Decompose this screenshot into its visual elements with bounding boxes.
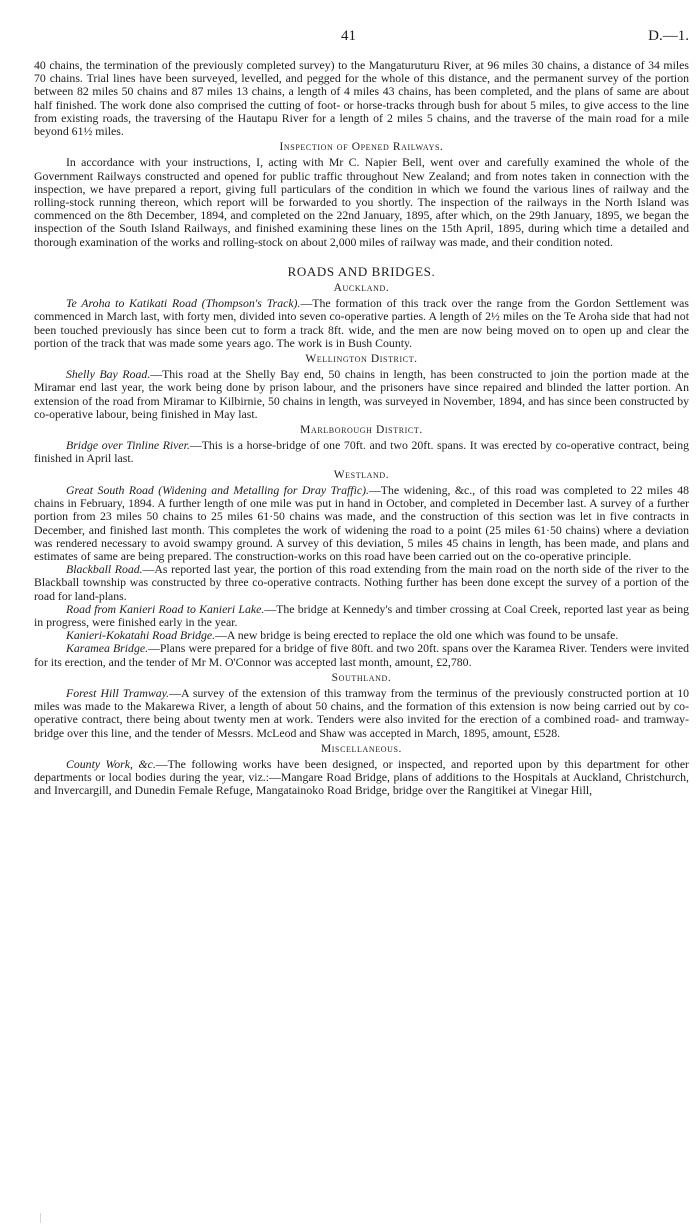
westland-paragraph-3 [34,603,689,629]
westland-title-5: Karamea Bridge. [66,641,149,656]
miscellaneous-text: —The following works have been designed, or inspected, and reported upon by this department for other departments or local bodies during the year, viz.:—Mangare Road Bridge, plans of additions to the Hospitals at Auckland, Christchurch, and Invercargill, and Dunedin Female Refuge, Mangatainoko Road Bridge, bridge over the Rangitikei at Vinegar Hill, [34,756,689,798]
page-body [34,59,689,798]
wellington-text: —This road at the Shelly Bay end, 50 chains in length, has been constructed to join the portion made at the Miramar end last year, the work being done by prison labour, and the prisoners have since repaired and blinded the latter portion. An extension of the road from Miramar to Kilbirnie, 50 chains in length, was surveyed in November, 1894, and has since been constructed by co-operative labour, being finished in May last. [34,367,689,421]
westland-title-2: Blackball Road. [66,562,143,577]
westland-paragraph-5 [34,642,689,668]
westland-paragraph-2 [34,563,689,603]
miscellaneous-title: County Work, &c. [66,756,156,771]
westland-text-5: —Plans were prepared for a bridge of five 80ft. and two 20ft. spans over the Karamea River. Tenders were invited for its erection, and the tender of Mr M. O'Connor was accepted last month, amount, £2,780. [34,641,689,669]
auckland-title: Te Aroha to Katikati Road (Thompson's Track). [66,296,301,311]
document-page [34,30,689,798]
wellington-title: Shelly Bay Road. [66,367,151,382]
westland-text-4: —A new bridge is being erected to replace the old one which was found to be unsafe. [215,628,619,643]
westland-paragraph-1 [34,484,689,563]
southland-title: Forest Hill Tramway. [66,685,170,700]
page-number: 41 [341,28,356,44]
southland-paragraph [34,687,689,740]
auckland-paragraph [34,297,689,350]
westland-text-1: —The widening, &c., of this road was completed to 22 miles 48 chains in February, 1894. A further length of one mile was put in hand in October, and completed in December last. A survey of a further portion from 23 miles 50 chains to 25 miles 61·50 chains was made, and the construction of this section was let in five contracts in December, and finished last month. This completes the work of widening the road to a point (25 miles 61·50 chains) where a deviation was rendered necessary to avoid swampy ground. A survey of this deviation, 5 miles 45 chains in length, has been made, and plans and estimates of same are being prepared. The construction-works on this road have been carried out on the co-operative principle. [34,482,689,563]
intro-paragraph: 40 chains, the termination of the previously completed survey) to the Mangaturuturu River, at 96 miles 30 chains, a distance of 34 miles 70 chains. Trial lines have been surveyed, levelled, and pegged for the whole of this distance, and the permanent survey of the portion between 82 miles 50 chains and 87 miles 13 chains, a length of 4 miles 43 chains, has been completed, and the plans of same are about half finished. The work done also comprised the cutting of foot- or horse-tracks through bush for about 5 miles, to give access to the line from existing roads, the traversing of the Hautapu River for a length of 2 miles 5 chains, and the traverse of the main road for a mile beyond 61½ miles. [34,58,689,139]
auckland-heading: Auckland. [333,282,390,295]
inspection-paragraph: In accordance with your instructions, I, acting with Mr C. Napier Bell, went over and carefully examined the whole of the Government Railways constructed and opened for public traffic throughout New Zealand; and from notes taken in connection with the inspection, we have prepared a report, giving full particulars of the condition in which we found the various lines of railway and the rolling-stock running thereon, which report will be forwarded to you shortly. The inspection of the railways in the North Island was commenced on the 8th December, 1894, and completed on the 22nd January, 1895, after which, on the 29th January, 1895, we began the inspection of the South Island Railways, and finished examining these lines on the 15th April, 1895, during which time a detailed and thorough examination of the works and rolling-stock on about 2,000 miles of railway was made, and their condition noted. [34,155,689,249]
document-reference: D.—1. [648,28,689,44]
miscellaneous-heading: Miscellaneous. [320,742,403,755]
westland-text-2: —As reported last year, the portion of this road extending from the main road on the north side of the river to the Blackball township was constructed by three co-operative contracts. Nothing further has been done except the survey of a portion of the road for land-plans. [34,562,689,603]
southland-heading: Southland. [331,671,392,684]
inspection-heading: Inspection of Opened Railways. [279,141,444,154]
marlborough-paragraph [34,439,689,465]
page-header [34,30,689,50]
roads-bridges-heading: ROADS AND BRIDGES. [287,263,436,279]
westland-text-3: —The bridge at Kennedy's and timber crossing at Coal Creek, reported last year as being in progress, were finished early in the year. [34,601,689,629]
westland-title-3: Road from Kanieri Road to Kanieri Lake. [66,601,265,616]
southland-text: —A survey of the extension of this tramway from the terminus of the previously constructed portion at 10 miles was made to the Makarewa River, a length of about 50 chains, and the formation of this extension is now being carried out by co-operative contract, there being about twenty men at work. Tenders were also invited for the erection of a combined road- and tramway-bridge over this line, and the tender of Messrs. McLeod and Shaw was accepted in March, 1895, amount, £528. [34,685,689,740]
wellington-heading: Wellington District. [305,353,418,366]
marlborough-title: Bridge over Tinline River. [66,438,190,453]
page-edge-mark [40,1213,41,1223]
westland-title-4: Kanieri-Kokatahi Road Bridge. [66,628,216,643]
westland-heading: Westland. [333,468,390,481]
marlborough-text: —This is a horse-bridge of one 70ft. and two 20ft. spans. It was erected by co-operative contract, being finished in April last. [34,438,689,466]
miscellaneous-paragraph [34,758,689,798]
wellington-paragraph [34,368,689,421]
auckland-text: —The formation of this track over the range from the Gordon Settlement was commenced in March last, with forty men, divided into seven co-operative parties. A length of 2½ miles on the Te Aroha side that had not been touched previously has since been cut to form a track 8ft. wide, and the men are now being moved on to open up and clear the portion of the track that was made some years ago. The work is in Bush County. [34,296,689,350]
westland-title-1: Great South Road (Widening and Metalling for Dray Traffic). [66,482,369,497]
marlborough-heading: Marlborough District. [300,424,423,437]
